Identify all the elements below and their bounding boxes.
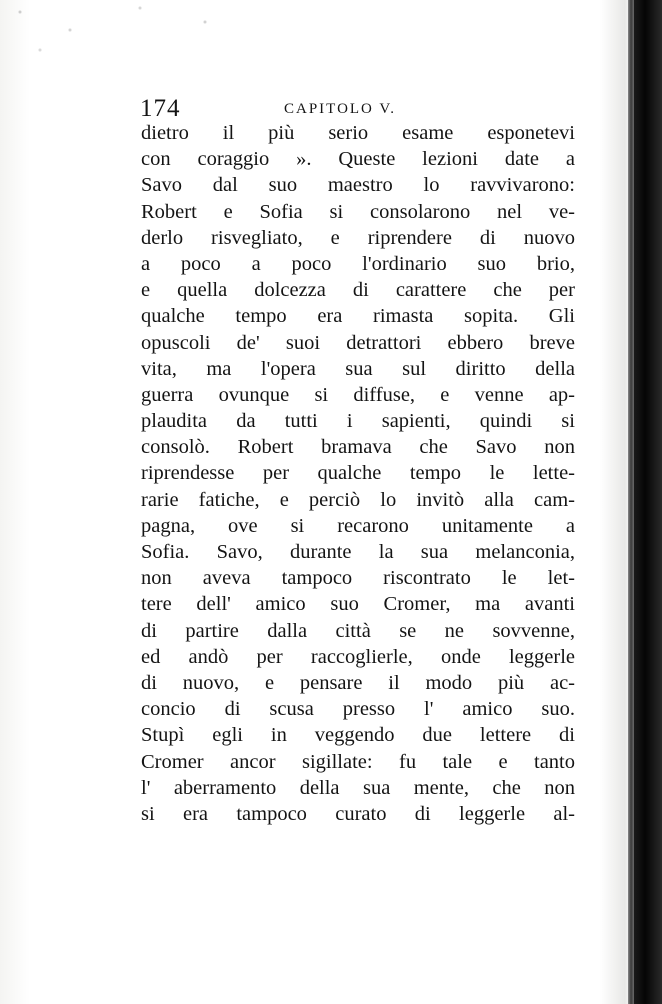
text-line: rarie fatiche, e perciò lo invitò alla cam- <box>141 488 575 511</box>
text-line: dietro il più serio esame esponetevi <box>141 122 575 144</box>
text-line: guerra ovunque si diffuse, e venne ap- <box>141 383 575 406</box>
text-line: vita, ma l'opera sua sul diritto della <box>141 357 575 380</box>
text-line: di partire dalla città se ne sovvenne, <box>141 619 575 642</box>
text-line: derlo risvegliato, e riprendere di nuovo <box>141 226 575 249</box>
text-line: Cromer ancor sigillate: fu tale e tanto <box>141 750 575 773</box>
text-line: qualche tempo era rimasta sopita. Gli <box>141 305 575 328</box>
page-number: 174 <box>140 95 181 122</box>
scan-border <box>634 0 662 1004</box>
text-line: Sofia. Savo, durante la sua melanconia, <box>141 541 575 563</box>
text-line: di nuovo, e pensare il modo più ac- <box>141 671 575 694</box>
text-line: con coraggio ». Queste lezioni date a <box>141 148 575 171</box>
text-line: concio di scusa presso l' amico suo. <box>141 698 575 721</box>
text-line: ed andò per raccoglierle, onde leggerle <box>141 645 575 668</box>
text-line: pagna, ove si recarono unitamente a <box>141 514 575 537</box>
text-line: Robert e Sofia si consolarono nel ve- <box>141 200 575 223</box>
text-line: riprendesse per qualche tempo le lette- <box>141 462 575 485</box>
running-head: CAPITOLO V. <box>284 101 397 117</box>
text-line: tere dell' amico suo Cromer, ma avanti <box>141 593 575 616</box>
text-line: Stupì egli in veggendo due lettere di <box>141 724 575 747</box>
text-line: consolò. Robert bramava che Savo non <box>141 436 575 459</box>
text-line: e quella dolcezza di carattere che per <box>141 279 575 302</box>
text-line: a poco a poco l'ordinario suo brio, <box>141 252 575 275</box>
paper-stain <box>0 0 260 70</box>
body-text <box>141 120 575 827</box>
text-line: non aveva tampoco riscontrato le let- <box>141 567 575 590</box>
text-line: Savo dal suo maestro lo ravvivarono: <box>141 174 575 197</box>
text-line: plaudita da tutti i sapienti, quindi si <box>141 410 575 433</box>
text-line: l' aberramento della sua mente, che non <box>141 776 575 799</box>
text-line: opuscoli de' suoi detrattori ebbero breve <box>141 331 575 354</box>
text-line: si era tampoco curato di leggerle al- <box>141 802 575 825</box>
